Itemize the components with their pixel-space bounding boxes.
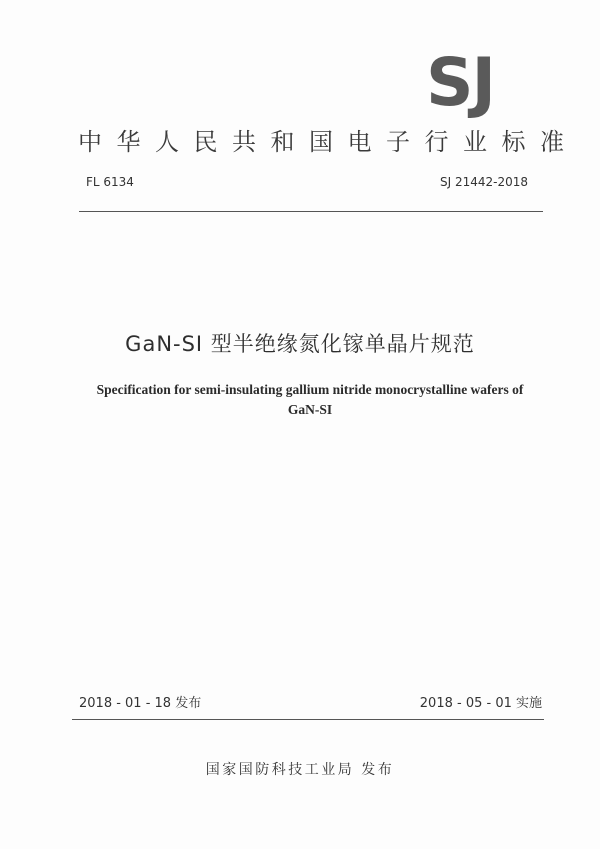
sj-logo (426, 44, 522, 122)
standard-number: SJ 21442-2018 (439, 175, 528, 189)
english-title-line-1: Specification for semi-insulating gallium nitride monocrystalline wafers of (96, 382, 524, 397)
issue-date: 2018 - 01 - 18 发布 (79, 696, 202, 711)
document-title-english (40, 380, 580, 420)
classification-code: FL 6134 (86, 175, 134, 189)
standard-category-title: 中华人民共和国电子行业标准 (78, 128, 579, 156)
sj-logo-text: SJ (426, 44, 495, 121)
bottom-divider (72, 719, 544, 720)
implementation-date: 2018 - 05 - 01 实施 (419, 696, 542, 711)
english-title-line-2: GaN-SI (287, 402, 333, 417)
document-title-chinese: GaN-SI 型半绝缘氮化镓单晶片规范 (125, 332, 475, 356)
top-divider (79, 211, 543, 212)
issuing-authority: 国家国防科技工业局 发布 (205, 762, 395, 778)
